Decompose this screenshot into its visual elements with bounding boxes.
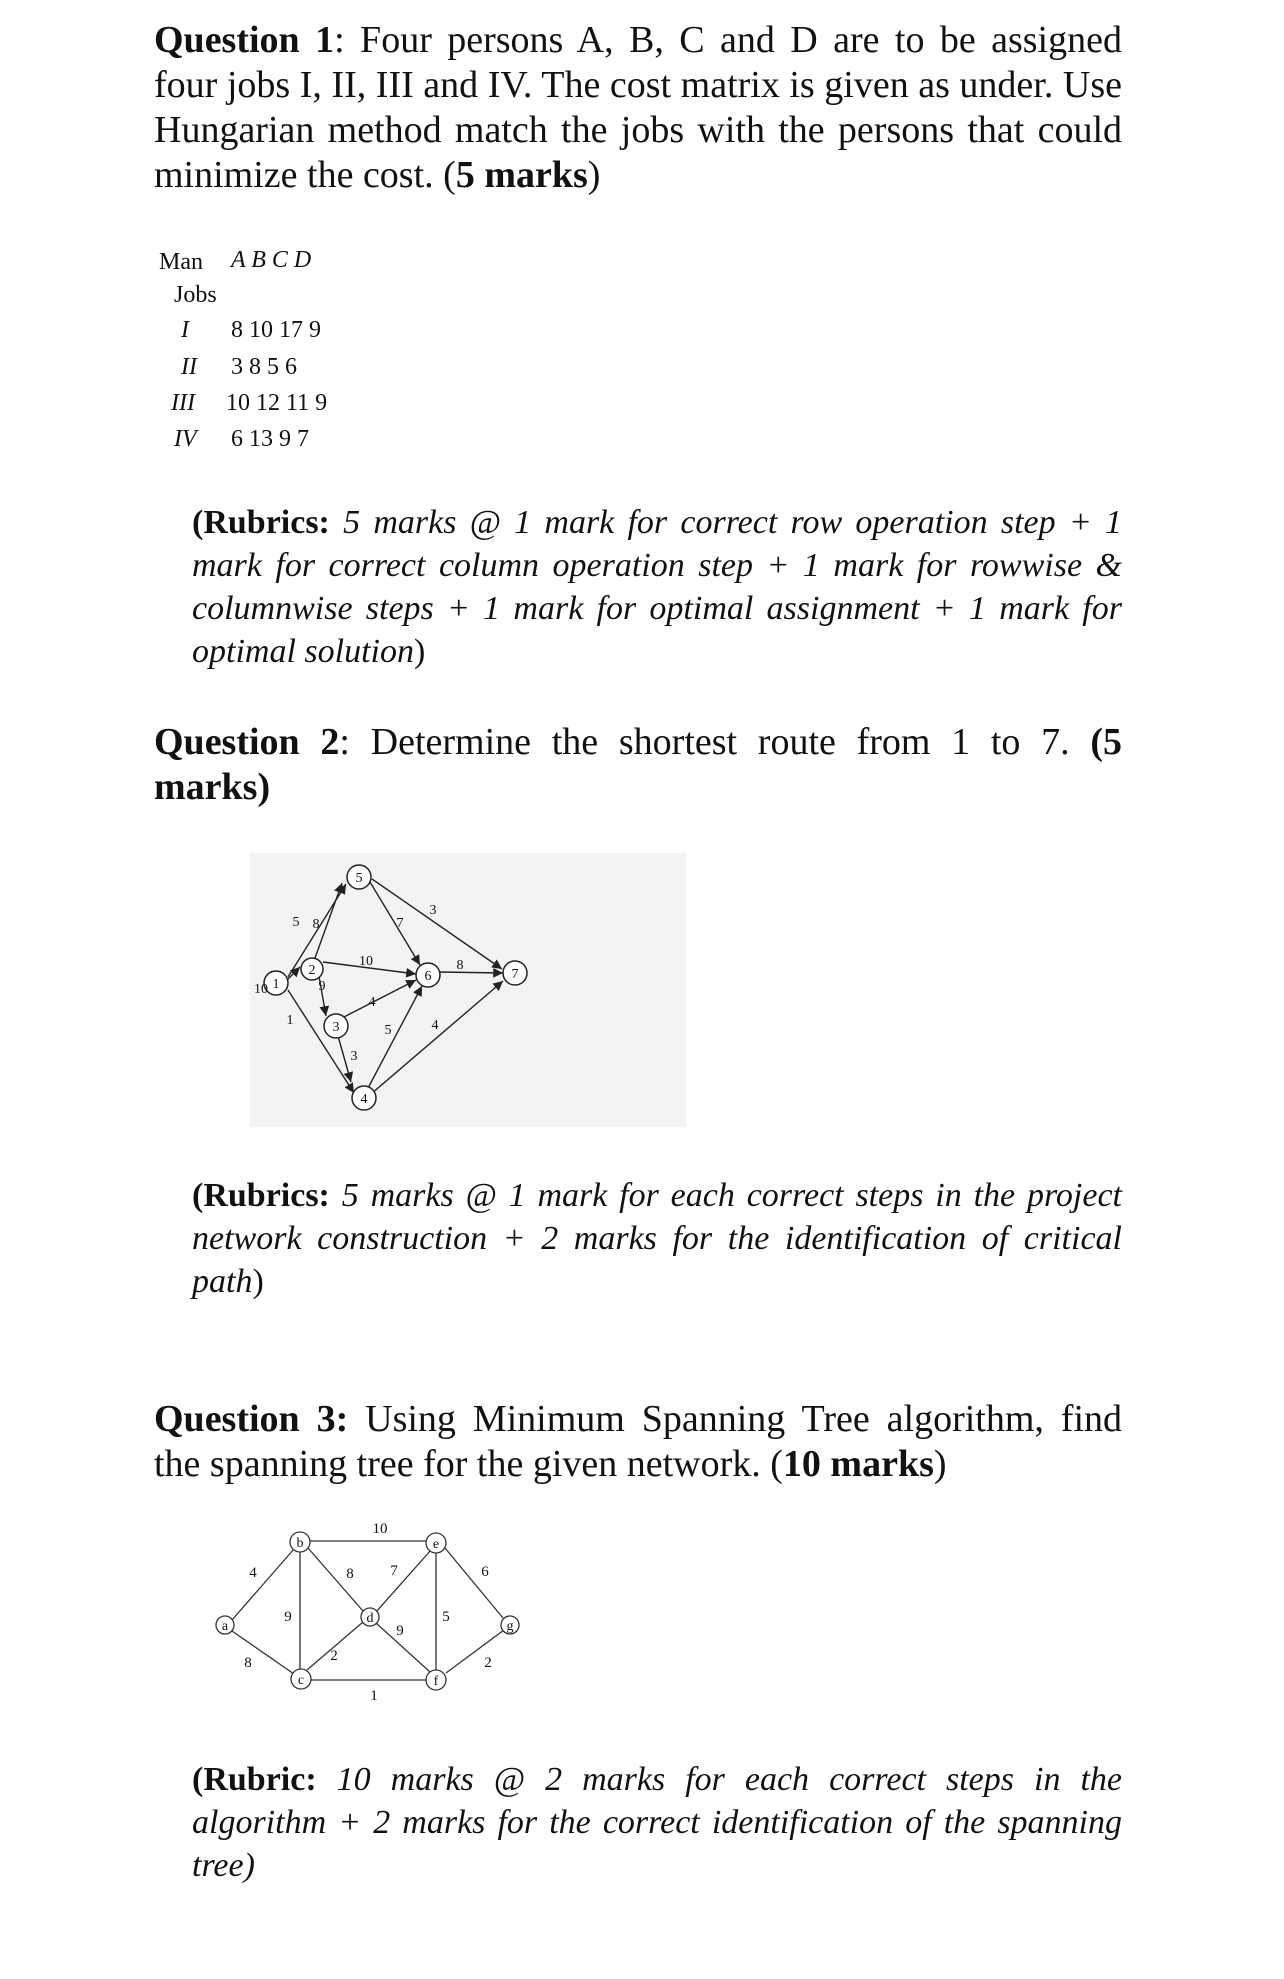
- matrix-row-values: 6 13 9 7: [231, 426, 309, 452]
- spanning-tree-network: [200, 1515, 540, 1704]
- question-3-text: Question 3: Using Minimum Spanning Tree algorithm, find the spanning tree for the given network. (10 marks): [154, 1398, 1122, 1485]
- edge-weight: 1: [370, 1688, 378, 1704]
- shortest-route-network: [250, 853, 686, 1127]
- matrix-row-values: 10 12 11 9: [226, 390, 328, 416]
- edge-weight: 6: [481, 1564, 489, 1580]
- edge-weight: 5: [384, 1023, 392, 1038]
- edge-weight: 8: [312, 917, 320, 932]
- matrix-row-label: Jobs: [174, 282, 217, 308]
- question-3-rubric: (Rubric: 10 marks @ 2 marks for each correct steps in the algorithm + 2 marks for the correct identification of the spanning tree): [192, 1761, 1122, 1884]
- node-label: 3: [332, 1020, 340, 1035]
- node-label: 6: [424, 969, 432, 984]
- question-2-label: Question 2: [154, 721, 340, 763]
- node-label: b: [296, 1536, 304, 1551]
- edge-3-6: [342, 980, 416, 1018]
- edge-weight: 4: [431, 1018, 439, 1033]
- edge-weight: 5: [442, 1609, 450, 1625]
- node-label: c: [297, 1673, 305, 1688]
- edge-f-g: [446, 1630, 504, 1673]
- edge-weight: 2: [484, 1655, 492, 1671]
- edge-weight: 9: [284, 1609, 292, 1625]
- matrix-header-label: Man: [159, 249, 203, 275]
- matrix-row-job: IV: [174, 426, 197, 452]
- edge-weight: 10: [372, 1521, 388, 1537]
- edge-weight: 8: [346, 1566, 354, 1582]
- question-2-rubric: (Rubrics: 5 marks @ 1 mark for each correct steps in the project network construction + 2 marks for the identification of critical path): [192, 1177, 1122, 1300]
- edge-weight: 8: [244, 1655, 252, 1671]
- question-2-text: Question 2: Determine the shortest route from 1 to 7. (5 marks): [154, 721, 1122, 808]
- edge-weight: 4: [368, 995, 376, 1010]
- node-label: a: [221, 1619, 229, 1634]
- edge-weight: 8: [456, 958, 464, 973]
- edge-6-7: [439, 972, 503, 973]
- question-1-rubric: (Rubrics: 5 marks @ 1 mark for correct row operation step + 1 mark for correct column operation step + 1 mark for rowwise & columnwise steps + 1 mark for optimal assignment + 1 mark for optimal solution): [192, 504, 1122, 670]
- edge-weight: 10: [359, 954, 373, 969]
- question-1-label: Question 1: [154, 19, 335, 61]
- matrix-column-headers: A B C D: [231, 247, 312, 273]
- edge-5-7: [372, 879, 502, 969]
- edge-a-c: [232, 1631, 294, 1674]
- edge-weight: 2: [330, 1648, 338, 1664]
- question-1-text: Question 1: Four persons A, B, C and D are to be assigned four jobs I, II, III and IV. The cost matrix is given as under. Use Hungarian method match the jobs with the persons that could minimize the cost. (5 marks): [154, 19, 1122, 196]
- edge-e-g: [445, 1548, 503, 1618]
- matrix-row-job: III: [171, 390, 195, 416]
- node-label: f: [433, 1674, 439, 1689]
- edge-weight: 9: [318, 979, 326, 994]
- node-label: e: [432, 1537, 440, 1552]
- edge-1-4: [288, 990, 354, 1093]
- node-label: 1: [272, 977, 280, 992]
- node-label: 5: [355, 871, 363, 886]
- edge-weight: 4: [249, 1565, 257, 1581]
- node-label: g: [506, 1619, 514, 1634]
- edge-weight: 3: [350, 1049, 358, 1064]
- node-label: 4: [360, 1092, 368, 1107]
- matrix-row-job: II: [181, 354, 197, 380]
- edge-weight: 7: [390, 1563, 398, 1579]
- edge-weight: 5: [292, 915, 300, 930]
- edge-d-e: [376, 1550, 431, 1612]
- matrix-row-values: 3 8 5 6: [231, 354, 297, 380]
- edge-weight: 7: [396, 916, 404, 931]
- node-label: 7: [511, 967, 519, 982]
- edge-weight: 3: [429, 903, 437, 918]
- edge-b-d: [308, 1548, 363, 1611]
- node-label: 2: [308, 963, 316, 978]
- node-label: d: [366, 1611, 374, 1626]
- edge-weight: 9: [396, 1623, 404, 1639]
- edge-weight: 10: [254, 982, 268, 997]
- edge-weight: 1: [286, 1013, 294, 1028]
- matrix-row-job: I: [181, 317, 189, 343]
- matrix-row-values: 8 10 17 9: [231, 317, 321, 343]
- edge-3-4: [338, 1036, 351, 1082]
- question-3-label: Question 3:: [154, 1398, 349, 1440]
